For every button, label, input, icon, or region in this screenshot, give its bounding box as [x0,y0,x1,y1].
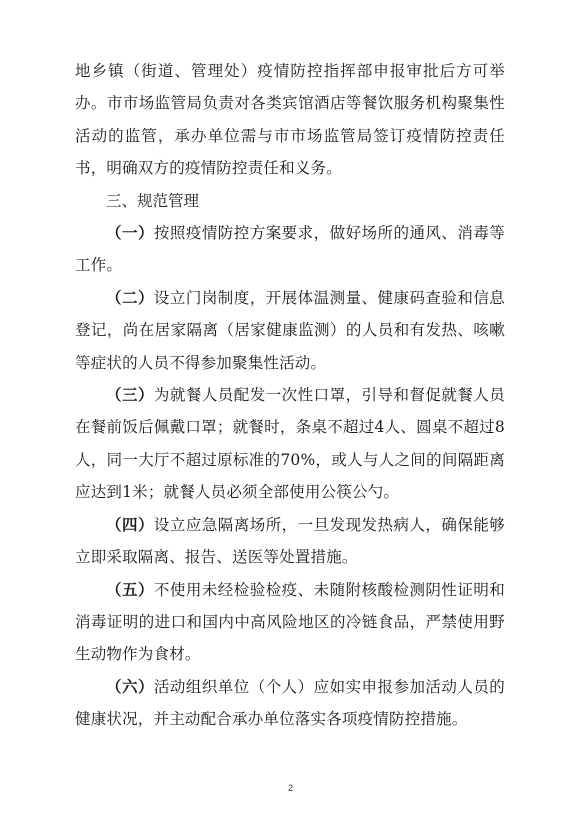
list-item [75,509,505,574]
list-item [75,574,505,671]
list-item [75,217,505,282]
item-marker: （六） [106,677,154,696]
item-text: 设立门岗制度，开展体温测量、健康码查验和信息登记，尚在居家隔离（居家健康监测）的人员和有发热、咳嗽等症状的人员不得参加聚集性活动。 [75,288,505,372]
item-marker: （五） [106,580,154,599]
item-text: 按照疫情防控方案要求，做好场所的通风、消毒等工作。 [75,224,505,275]
item-marker: （三） [106,386,154,405]
section-heading: 三、规范管理 [106,191,200,210]
item-marker: （一） [106,224,154,243]
list-item [75,379,505,509]
item-marker: （二） [106,288,154,307]
page-number: 2 [287,783,293,793]
list-item [75,671,505,736]
item-text: 为就餐人员配发一次性口罩，引导和督促就餐人员在餐前饭后佩戴口罩；就餐时，条桌不超过4人、圆桌不超过8人，同一大厅不超过原标准的70%，或人与人之间的间隔距离应达到1米；就餐人员必须全部使用公筷公勺。 [75,386,505,502]
document-body [75,55,505,736]
continuation-paragraph: 地乡镇（街道、管理处）疫情防控指挥部申报审批后方可举办。市市场监管局负责对各类宾馆酒店等餐饮服务机构聚集性活动的监管，承办单位需与市市场监管局签订疫情防控责任书，明确双方的疫情防控责任和义务。 [75,62,505,178]
item-text: 活动组织单位（个人）应如实申报参加活动人员的健康状况，并主动配合承办单位落实各项疫情防控措施。 [75,677,505,729]
item-text: 不使用未经检验检疫、未随附核酸检测阴性证明和消毒证明的进口和国内中高风险地区的冷链食品，严禁使用野生动物作为食材。 [75,580,505,664]
list-item [75,282,505,379]
item-marker: （四） [106,515,154,534]
item-text: 设立应急隔离场所，一旦发现发热病人，确保能够立即采取隔离、报告、送医等处置措施。 [75,515,505,567]
